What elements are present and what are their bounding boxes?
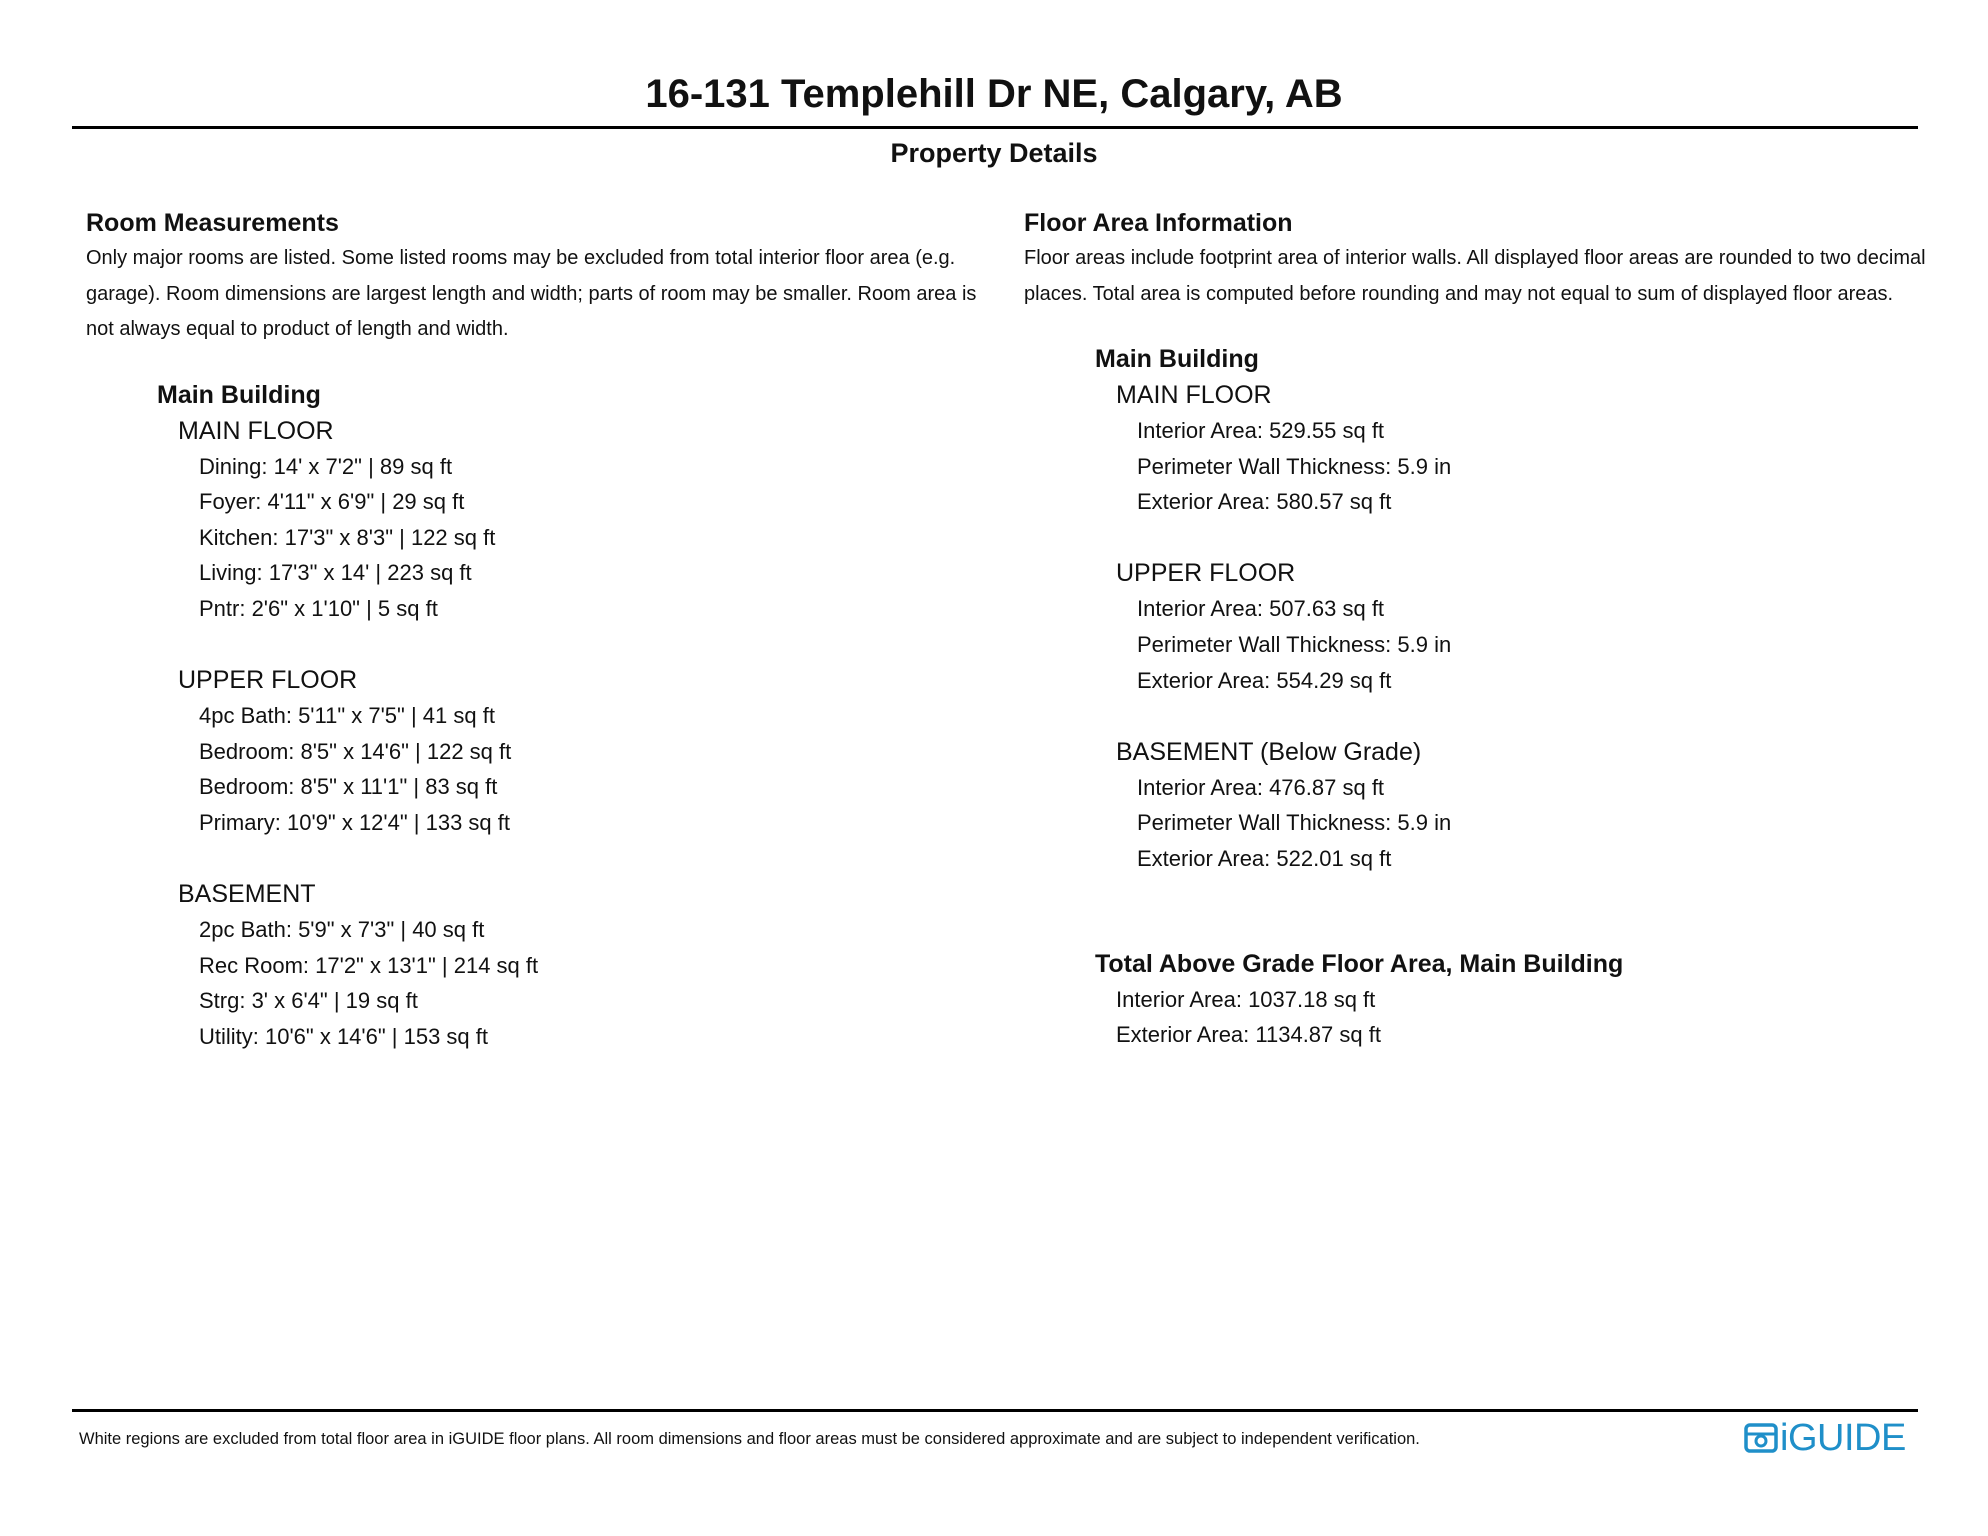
room-item: Kitchen: 17'3" x 8'3" | 122 sq ft (199, 524, 496, 550)
page-subtitle: Property Details (890, 138, 1098, 168)
room-item: Bedroom: 8'5" x 11'1" | 83 sq ft (199, 774, 498, 800)
room-list (199, 449, 1006, 627)
footer-disclaimer: White regions are excluded from total floor area in iGUIDE floor plans. All room dimensions and floor areas must be considered approximate and are subject to independent verification. (79, 1430, 1420, 1448)
spacer (86, 840, 1006, 876)
floor-name: BASEMENT (178, 880, 316, 909)
spacer (1024, 520, 1944, 556)
spacer (86, 626, 1006, 662)
room-item: 2pc Bath: 5'9" x 7'3" | 40 sq ft (199, 917, 485, 943)
area-item: Perimeter Wall Thickness: 5.9 in (1137, 631, 1452, 657)
room-item: Dining: 14' x 7'2" | 89 sq ft (199, 453, 453, 479)
area-item: Interior Area: 529.55 sq ft (1137, 418, 1385, 443)
building-name: Main Building (157, 380, 321, 409)
room-item: Utility: 10'6" x 14'6" | 153 sq ft (199, 1023, 488, 1049)
area-item: Interior Area: 507.63 sq ft (1137, 596, 1385, 622)
page-title: 16-131 Templehill Dr NE, Calgary, AB (645, 72, 1343, 116)
footer-divider (72, 1409, 1918, 1412)
total-area-item: Interior Area: 1037.18 sq ft (1116, 986, 1376, 1012)
building-name: Main Building (1095, 345, 1259, 373)
room-item: Rec Room: 17'2" x 13'1" | 214 sq ft (199, 952, 539, 978)
spacer (1024, 698, 1944, 734)
total-area-item: Exterior Area: 1134.87 sq ft (1116, 1022, 1381, 1048)
room-measurements-heading: Room Measurements (86, 209, 339, 237)
area-list (1137, 591, 1944, 698)
area-list (1137, 770, 1944, 877)
floor-area-heading: Floor Area Information (1024, 209, 1293, 237)
floor-name: UPPER FLOOR (178, 666, 358, 695)
area-item: Exterior Area: 580.57 sq ft (1137, 489, 1392, 515)
floor-area-intro: Floor areas include footprint area of interior walls. All displayed floor areas are rounded to two decimal places. Total area is computed before rounding and may not equal to sum of displayed floor areas. (1024, 247, 1926, 305)
room-item: Foyer: 4'11" x 6'9" | 29 sq ft (199, 489, 465, 515)
floor-name: BASEMENT (Below Grade) (1116, 737, 1422, 766)
area-list (1137, 413, 1944, 520)
total-area-heading: Total Above Grade Floor Area, Main Building (1095, 949, 1624, 978)
room-item: Bedroom: 8'5" x 14'6" | 122 sq ft (199, 738, 512, 764)
room-list (199, 912, 1006, 1054)
floor-area-section (1024, 205, 1944, 1053)
room-measurements-intro: Only major rooms are listed. Some listed rooms may be excluded from total interior floor area (e.g. garage). Room dimensions are largest length and width; parts of room may be smaller. Room area is not always equal to product of length and width. (86, 247, 977, 340)
iguide-logo-text: iGUIDE (1780, 1417, 1906, 1459)
room-item: Strg: 3' x 6'4" | 19 sq ft (199, 988, 418, 1014)
room-item: Pntr: 2'6" x 1'10" | 5 sq ft (199, 595, 438, 621)
area-item: Perimeter Wall Thickness: 5.9 in (1137, 453, 1452, 479)
iguide-logo (1744, 1418, 1906, 1458)
area-item: Interior Area: 476.87 sq ft (1137, 774, 1385, 800)
floor-name: MAIN FLOOR (1116, 381, 1272, 409)
total-area-list (1116, 982, 1944, 1053)
header-divider (72, 126, 1918, 129)
area-item: Exterior Area: 522.01 sq ft (1137, 845, 1392, 871)
iguide-logo-icon (1744, 1422, 1778, 1454)
room-measurements-section (86, 205, 1006, 1054)
area-item: Exterior Area: 554.29 sq ft (1137, 667, 1392, 693)
room-item: 4pc Bath: 5'11" x 7'5" | 41 sq ft (199, 703, 495, 729)
room-list (199, 698, 1006, 840)
room-item: Primary: 10'9" x 12'4" | 133 sq ft (199, 809, 510, 835)
floor-name: MAIN FLOOR (178, 416, 334, 445)
area-item: Perimeter Wall Thickness: 5.9 in (1137, 810, 1452, 836)
floor-name: UPPER FLOOR (1116, 559, 1296, 588)
room-item: Living: 17'3" x 14' | 223 sq ft (199, 560, 472, 586)
